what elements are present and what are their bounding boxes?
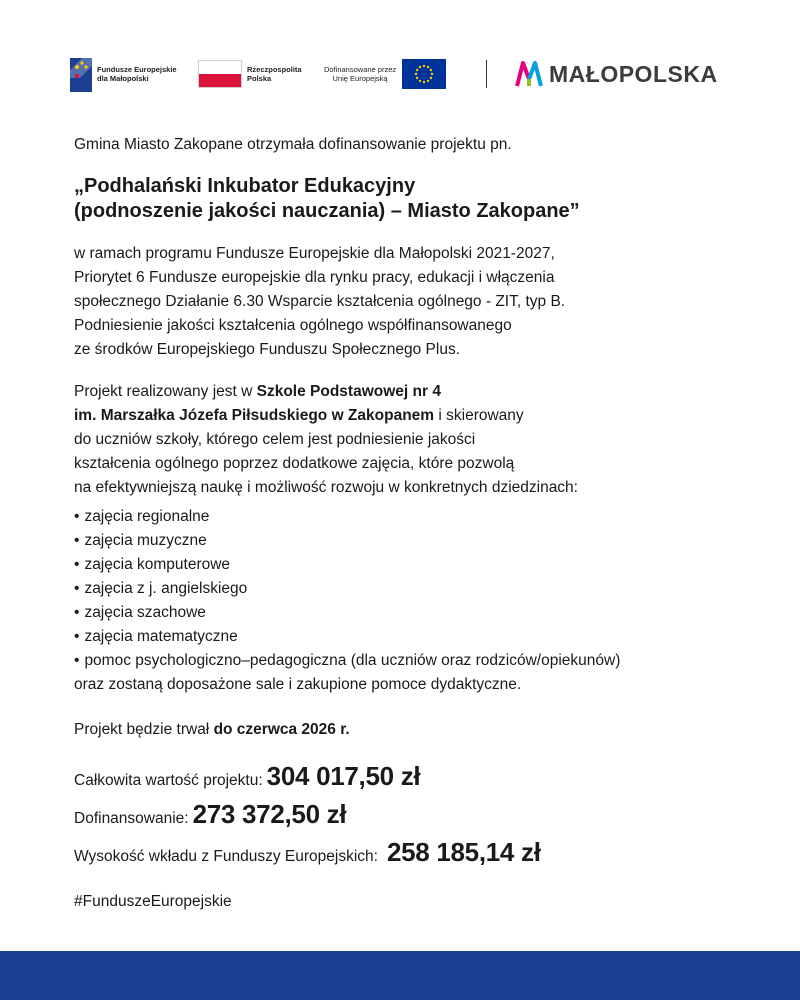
cofinancing-label: Dofinansowanie: xyxy=(74,810,189,827)
cofinancing-row xyxy=(74,799,754,840)
announcement-content xyxy=(74,133,754,914)
malopolska-text: MAŁOPOLSKA xyxy=(549,60,718,87)
total-value-amount: 304 017,50 zł xyxy=(266,761,421,791)
eu-contribution-amount: 258 185,14 zł xyxy=(386,837,541,867)
duration-value: do czerwca 2026 r. xyxy=(213,721,350,738)
malopolska-mark-icon xyxy=(514,59,544,89)
fundusze-europejskie-icon xyxy=(70,56,92,92)
intro-text: Gmina Miasto Zakopane otrzymała dofinansowanie projektu pn. xyxy=(74,136,512,153)
list-item: • zajęcia z j. angielskiego xyxy=(74,577,754,601)
total-value-label: Całkowita wartość projektu: xyxy=(74,772,263,789)
logo-bar xyxy=(70,52,730,96)
list-item: • zajęcia komputerowe xyxy=(74,553,754,577)
school-description: Projekt realizowany jest w Szkole Podstawowej nr 4 im. Marszałka Józefa Piłsudskiego w Zakopanem i skierowany do uczniów szkoły, którego celem jest podniesienie jakości kształcenia ogólnego poprzez dodatkowe zajęcia, które pozwolą na efektywniejszą naukę i możliwość rozwoju w konkretnych dziedzinach: xyxy=(74,383,578,496)
fundusze-europejskie-text: Fundusze Europejskie dla Małopolski xyxy=(97,65,177,83)
school-name-line2: im. Marszałka Józefa Piłsudskiego w Zakopanem xyxy=(74,407,435,424)
eu-contribution-row xyxy=(74,837,754,878)
school-name-line1: Szkole Podstawowej nr 4 xyxy=(256,383,441,400)
project-title: „Podhalański Inkubator Edukacyjny (podnoszenie jakości nauczania) – Miasto Zakopane” xyxy=(74,175,580,222)
equipment-text: oraz zostaną doposażone sale i zakupione pomoce dydaktyczne. xyxy=(74,676,522,693)
unia-europejska-logo xyxy=(324,52,446,96)
unia-europejska-text: Dofinansowane przez Unię Europejską xyxy=(324,65,397,83)
fundusze-europejskie-logo xyxy=(70,52,177,96)
list-item: • zajęcia szachowe xyxy=(74,601,754,625)
logo-separator xyxy=(486,60,487,88)
eu-flag-icon xyxy=(402,59,446,89)
total-value-row xyxy=(74,761,754,802)
list-item: • zajęcia muzyczne xyxy=(74,529,754,553)
duration-text: Projekt będzie trwał do czerwca 2026 r. xyxy=(74,721,350,738)
program-description: w ramach programu Fundusze Europejskie dla Małopolski 2021-2027, Priorytet 6 Fundusze europejskie dla rynku pracy, edukacji i włączenia społecznego Działanie 6.30 Wsparcie kształcenia ogólnego - ZIT, typ B. Podniesienie jakości kształcenia ogólnego współfinansowanego ze środków Europejskiego Funduszu Społecznego Plus. xyxy=(74,245,566,358)
malopolska-logo xyxy=(514,52,718,96)
list-item: • pomoc psychologiczno–pedagogiczna (dla uczniów oraz rodziców/opiekunów) xyxy=(74,649,754,673)
activities-list xyxy=(74,505,754,673)
rzeczpospolita-polska-logo xyxy=(198,52,302,96)
list-item: • zajęcia regionalne xyxy=(74,505,754,529)
polish-flag-icon xyxy=(198,60,242,88)
cofinancing-amount: 273 372,50 zł xyxy=(192,799,347,829)
bottom-band xyxy=(0,951,800,1000)
list-item: • zajęcia matematyczne xyxy=(74,625,754,649)
hashtag: #FunduszeEuropejskie xyxy=(74,893,232,910)
rzeczpospolita-polska-text: Rzeczpospolita Polska xyxy=(247,65,302,83)
eu-contribution-label: Wysokość wkładu z Funduszy Europejskich: xyxy=(74,848,378,865)
financing-section xyxy=(74,761,754,878)
